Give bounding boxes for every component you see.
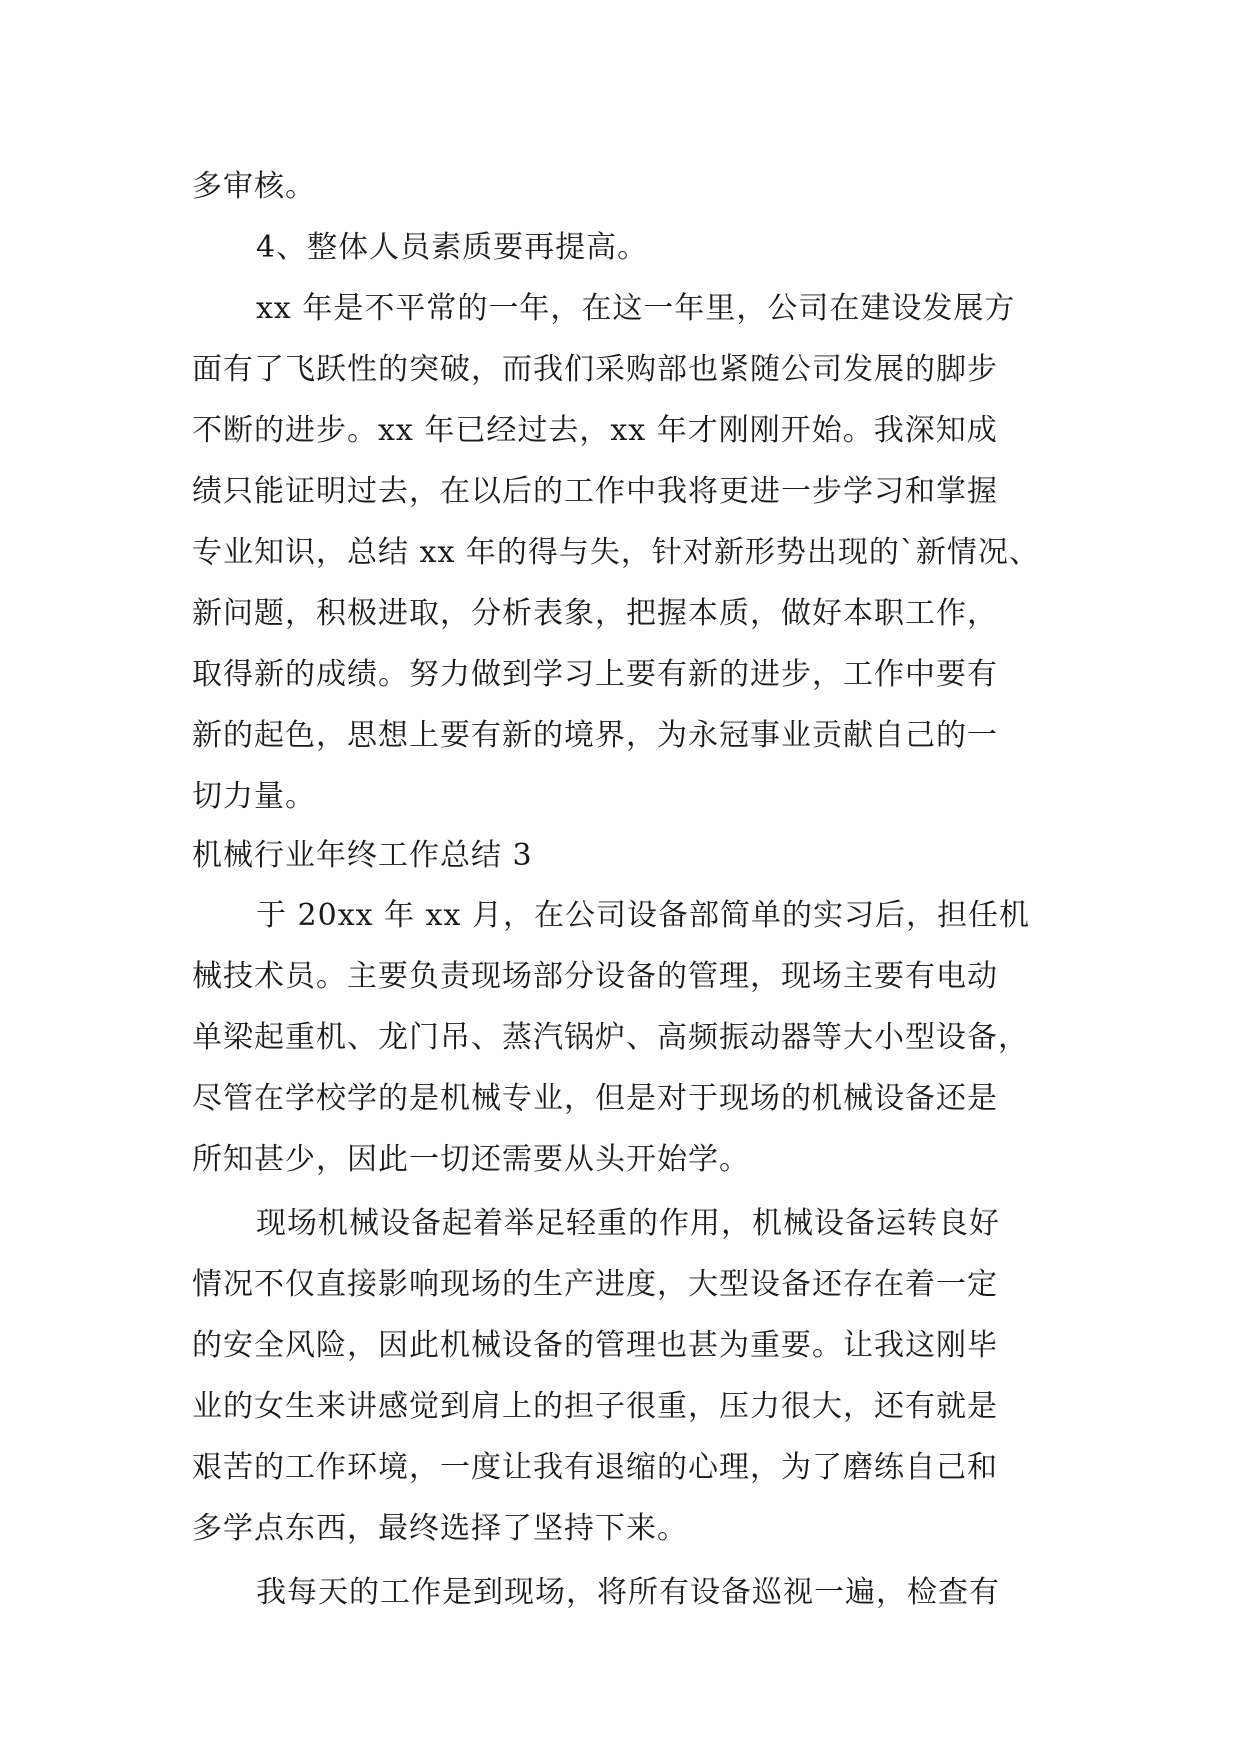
text-line: 尽管在学校学的是机械专业，但是对于现场的机械设备还是 <box>192 1081 998 1116</box>
text-line: 多审核。 <box>192 169 316 204</box>
text-line: 面有了飞跃性的突破，而我们采购部也紧随公司发展的脚步 <box>192 352 998 387</box>
text-line: 绩只能证明过去，在以后的工作中我将更进一步学习和掌握 <box>192 474 998 509</box>
text-line: 专业知识，总结 xx 年的得与失，针对新形势出现的`新情况、 <box>192 535 1040 570</box>
text-line: 切力量。 <box>192 779 316 814</box>
text-line: 现场机械设备起着举足轻重的作用，机械设备运转良好 <box>256 1206 1000 1241</box>
text-line: 新问题，积极进取，分析表象，把握本质，做好本职工作， <box>192 596 998 631</box>
section-heading: 机械行业年终工作总结 3 <box>192 838 533 873</box>
text-line: xx 年是不平常的一年，在这一年里，公司在建设发展方 <box>256 291 1016 326</box>
text-line: 械技术员。主要负责现场部分设备的管理，现场主要有电动 <box>192 959 998 994</box>
text-line: 情况不仅直接影响现场的生产进度，大型设备还存在着一定 <box>192 1267 998 1302</box>
text-line: 单梁起重机、龙门吊、蒸汽锅炉、高频振动器等大小型设备， <box>192 1020 1029 1055</box>
text-line: 取得新的成绩。努力做到学习上要有新的进步，工作中要有 <box>192 657 998 692</box>
text-line: 艰苦的工作环境，一度让我有退缩的心理，为了磨练自己和 <box>192 1450 998 1485</box>
text-line: 所知甚少，因此一切还需要从头开始学。 <box>192 1142 750 1177</box>
text-line: 不断的进步。xx 年已经过去，xx 年才刚刚开始。我深知成 <box>192 413 998 448</box>
text-line: 于 20xx 年 xx 月，在公司设备部简单的实习后，担任机 <box>256 898 1030 933</box>
list-item: 4、整体人员素质要再提高。 <box>256 230 649 265</box>
text-line: 我每天的工作是到现场，将所有设备巡视一遍，检查有 <box>256 1575 1000 1610</box>
text-line: 新的起色，思想上要有新的境界，为永冠事业贡献自己的一 <box>192 718 998 753</box>
text-line: 多学点东西，最终选择了坚持下来。 <box>192 1511 688 1546</box>
text-line: 业的女生来讲感觉到肩上的担子很重，压力很大，还有就是 <box>192 1389 998 1424</box>
document-body <box>192 156 1052 1623</box>
text-line: 的安全风险，因此机械设备的管理也甚为重要。让我这刚毕 <box>192 1328 998 1363</box>
